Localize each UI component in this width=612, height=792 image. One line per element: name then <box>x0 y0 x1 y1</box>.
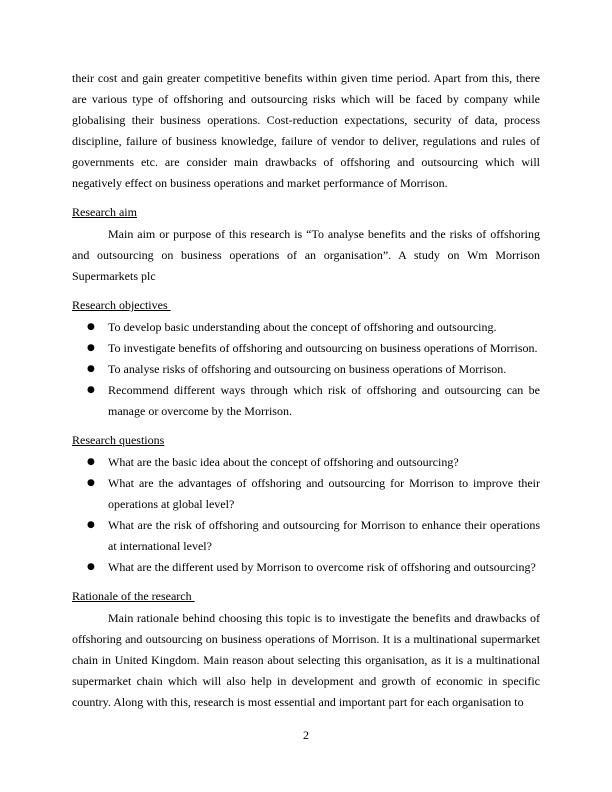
list-item <box>72 515 540 557</box>
objective-text: Recommend different ways through which risk of offshoring and outsourcing can be manage or overcome by the Morrison. <box>108 383 540 418</box>
question-text: What are the risk of offshoring and outsourcing for Morrison to enhance their operations at international level? <box>108 518 540 553</box>
question-text: What are the basic idea about the concept of offshoring and outsourcing? <box>108 455 459 469</box>
bullet-icon: ● <box>87 322 95 332</box>
research-aim-heading: Research aim <box>72 205 137 219</box>
list-item <box>72 380 540 422</box>
research-aim-text: Main aim or purpose of this research is “To analyse benefits and the risks of offshoring and outsourcing on business operations of an organisation”. A study on Wm Morrison Supermarkets plc <box>72 227 540 283</box>
intro-paragraph: their cost and gain greater competitive benefits within given time period. Apart from this, there are various type of offshoring and outsourcing risks which will be faced by company while globalising their business operations. Cost-reduction expectations, security of data, process discipline, failure of business knowledge, failure of vendor to deliver, regulations and rules of governments etc. are consider main drawbacks of offshoring and outsourcing which will negatively effect on business operations and market performance of Morrison. <box>72 71 540 190</box>
page-number: 2 <box>303 728 309 742</box>
bullet-icon: ● <box>87 343 95 353</box>
list-item <box>72 338 540 359</box>
bullet-icon: ● <box>87 364 95 374</box>
document-page <box>72 68 540 713</box>
objective-text: To develop basic understanding about the concept of offshoring and outsourcing. <box>108 320 497 334</box>
bullet-icon: ● <box>87 562 95 572</box>
bullet-icon: ● <box>87 457 95 467</box>
list-item <box>72 317 540 338</box>
bullet-icon: ● <box>87 520 95 530</box>
question-text: What are the advantages of offshoring and outsourcing for Morrison to improve their operations at global level? <box>108 476 540 511</box>
research-objectives-heading: Research objectives <box>72 298 171 312</box>
bullet-icon: ● <box>87 478 95 488</box>
research-questions-heading: Research questions <box>72 433 165 447</box>
list-item <box>72 359 540 380</box>
objective-text: To analyse risks of offshoring and outsourcing on business operations of Morrison. <box>108 362 507 376</box>
question-text: What are the different used by Morrison to overcome risk of offshoring and outsourcing? <box>108 560 536 574</box>
list-item <box>72 557 540 578</box>
research-questions-list <box>72 452 540 578</box>
list-item <box>72 473 540 515</box>
rationale-heading: Rationale of the research <box>72 589 195 603</box>
research-objectives-list <box>72 317 540 422</box>
objective-text: To investigate benefits of offshoring and outsourcing on business operations of Morrison. <box>108 341 538 355</box>
rationale-text: Main rationale behind choosing this topic is to investigate the benefits and drawbacks of offshoring and outsourcing on business operations of Morrison. It is a multinational supermarket chain in United Kingdom. Main reason about selecting this organisation, as it is a multinational supermarket chain which will also help in development and growth of economic in specific country. Along with this, research is most essential and important part for each organisation to <box>72 611 540 709</box>
list-item <box>72 452 540 473</box>
bullet-icon: ● <box>87 385 95 395</box>
